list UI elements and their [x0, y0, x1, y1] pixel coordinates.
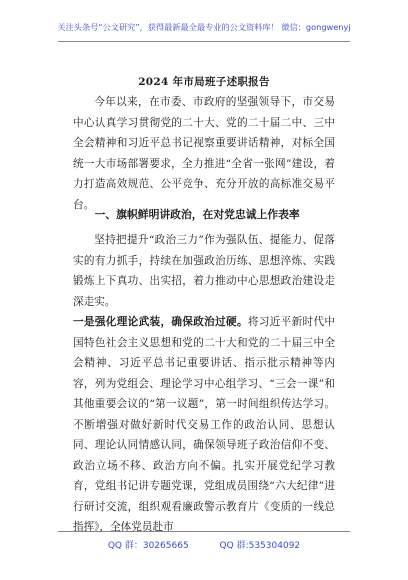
footer-divider [58, 531, 350, 532]
header-divider [58, 41, 350, 42]
qq-group-2: QQ 群:535304092 [219, 541, 301, 551]
intro-paragraph: 今年以来，在市委、市政府的坚强领导下，市交易中心认真学习贯彻党的二十大、党的二十届二中、三中全会精神和习近平总书记视察重要讲话精神，对标全国统一大市场部署要求，全力推进“全省一张网”建设，着力打造高效规范、公平竞争、充分开放的高标准交易平台。 [73, 96, 335, 211]
section-heading-1: 一、旗帜鲜明讲政治，在对党忠诚上作表率 [94, 208, 300, 221]
qq-group-1: QQ 群：30265665 [107, 541, 189, 551]
promo-header: 关注头条号“公文研究”，获得最新最全最专业的公文资料库！ 微信：gongwenyj [57, 22, 351, 32]
footer [0, 538, 408, 551]
paragraph-3-lead: 一是强化理论武装，确保政治过硬。 [73, 316, 248, 328]
body-block [73, 230, 335, 538]
paragraph-2: 坚持把提升“政治三力”作为强队伍、提能力、促落实的有力抓手，持续在加强政治历练、思想淬炼、实践锻炼上下真功、出实招，着力推动中心思想政治建设走深走实。 [73, 234, 335, 308]
paragraph-3 [73, 312, 335, 538]
paragraph-3-body: 将习近平新时代中国特色社会主义思想和党的二十大和党的二十届三中全会精神、习近平总书记重要讲话、指示批示精神等内容，列为党组会、理论学习中心组学习、“三会一课”和其他重要会议的“第一议题”，第一时间组织传达学习。不断增强对做好新时代交易工作的政治认同、思想认同、理论认同情感认同，确保领导班子政治信仰不变、政治立场不移、政治方向不偏。扎实开展党纪学习教育，党组书记讲专题党课，党组成员围绕“六大纪律”进行研讨交流，组织观看廉政警示教育片《变质的一线总指挥》，全体党员赴市 [73, 316, 335, 533]
document-title: 2024 年市局班子述职报告 [138, 76, 270, 88]
